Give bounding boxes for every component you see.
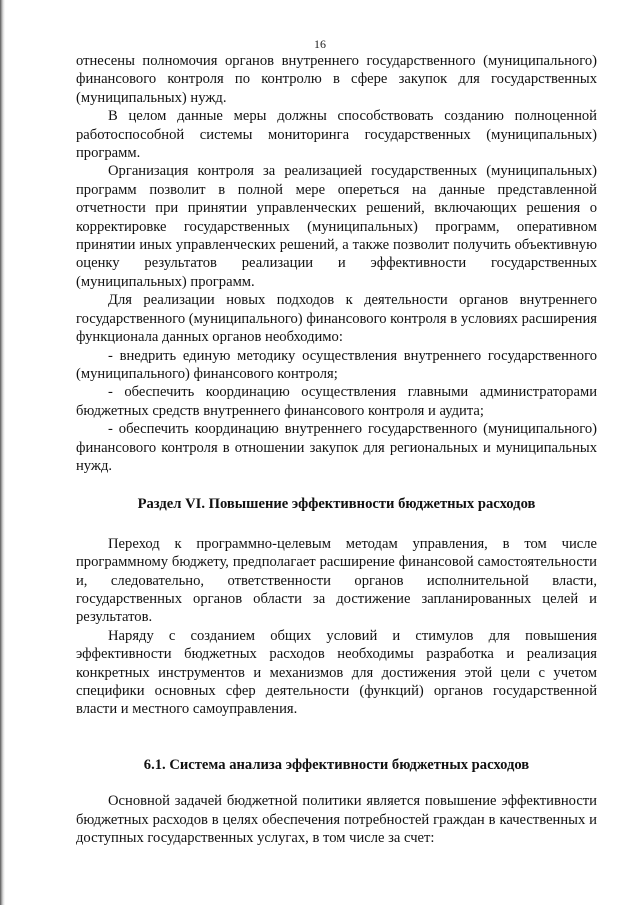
subsection-heading: 6.1. Система анализа эффективности бюджетных расходов [143,756,530,773]
section-heading: Раздел VI. Повышение эффективности бюджетных расходов [137,496,536,513]
paragraph: Переход к программно-целевым методам управления, в том числе программному бюджету, предполагает расширение финансовой самостоятельности и, следовательно, ответственности органов исполнительной власти, государственных органов области за достижение запланированных целей и результатов. [76,535,597,626]
list-item: - обеспечить координацию осуществления главными администраторами бюджетных средств внутреннего финансового контроля и аудита; [76,384,597,419]
paragraphs-before [76,52,597,475]
scan-edge-shadow [0,0,5,905]
subsection61-paragraphs [76,792,597,847]
page-number: 16 [314,37,326,51]
paragraph: Для реализации новых подходов к деятельности органов внутреннего государственного (муниципального) финансового контроля в условиях расширения функционала данных органов необходимо: [76,292,597,346]
list-item: - внедрить единую методику осуществления внутреннего государственного (муниципального) финансового контроля; [76,347,597,382]
paragraph: Основной задачей бюджетной политики является повышение эффективности бюджетных расходов в целях обеспечения потребностей граждан в качественных и доступных государственных услугах, в том числе за счет: [76,793,597,847]
document-body [76,52,597,847]
paragraph: Организация контроля за реализацией государственных (муниципальных) программ позволит в полной мере опереться на данные представленной отчетности при принятии управленческих решений, включающих решения о корректировке государственных (муниципальных) программ, оперативном принятии иных управленческих решений, а также позволит получить объективную оценку результатов реализации и эффективности государственных (муниципальных) программ. [76,163,597,290]
paragraph: Наряду с созданием общих условий и стимулов для повышения эффективности бюджетных расходов необходимы разработка и реализация конкретных инструментов и механизмов для достижения этой цели с учетом специфики основных сфер деятельности (функций) органов государственной власти и местного самоуправления. [76,627,597,718]
paragraph: отнесены полномочия органов внутреннего государственного (муниципального) финансового контроля по контролю в сфере закупок для государственных (муниципальных) нужд. [76,53,597,106]
section6-paragraphs [76,535,597,719]
list-item: - обеспечить координацию внутреннего государственного (муниципального) финансового контроля в отношении закупок для региональных и муниципальных нужд. [76,421,597,474]
paragraph: В целом данные меры должны способствовать созданию полноценной работоспособной системы мониторинга государственных (муниципальных) программ. [76,108,597,162]
